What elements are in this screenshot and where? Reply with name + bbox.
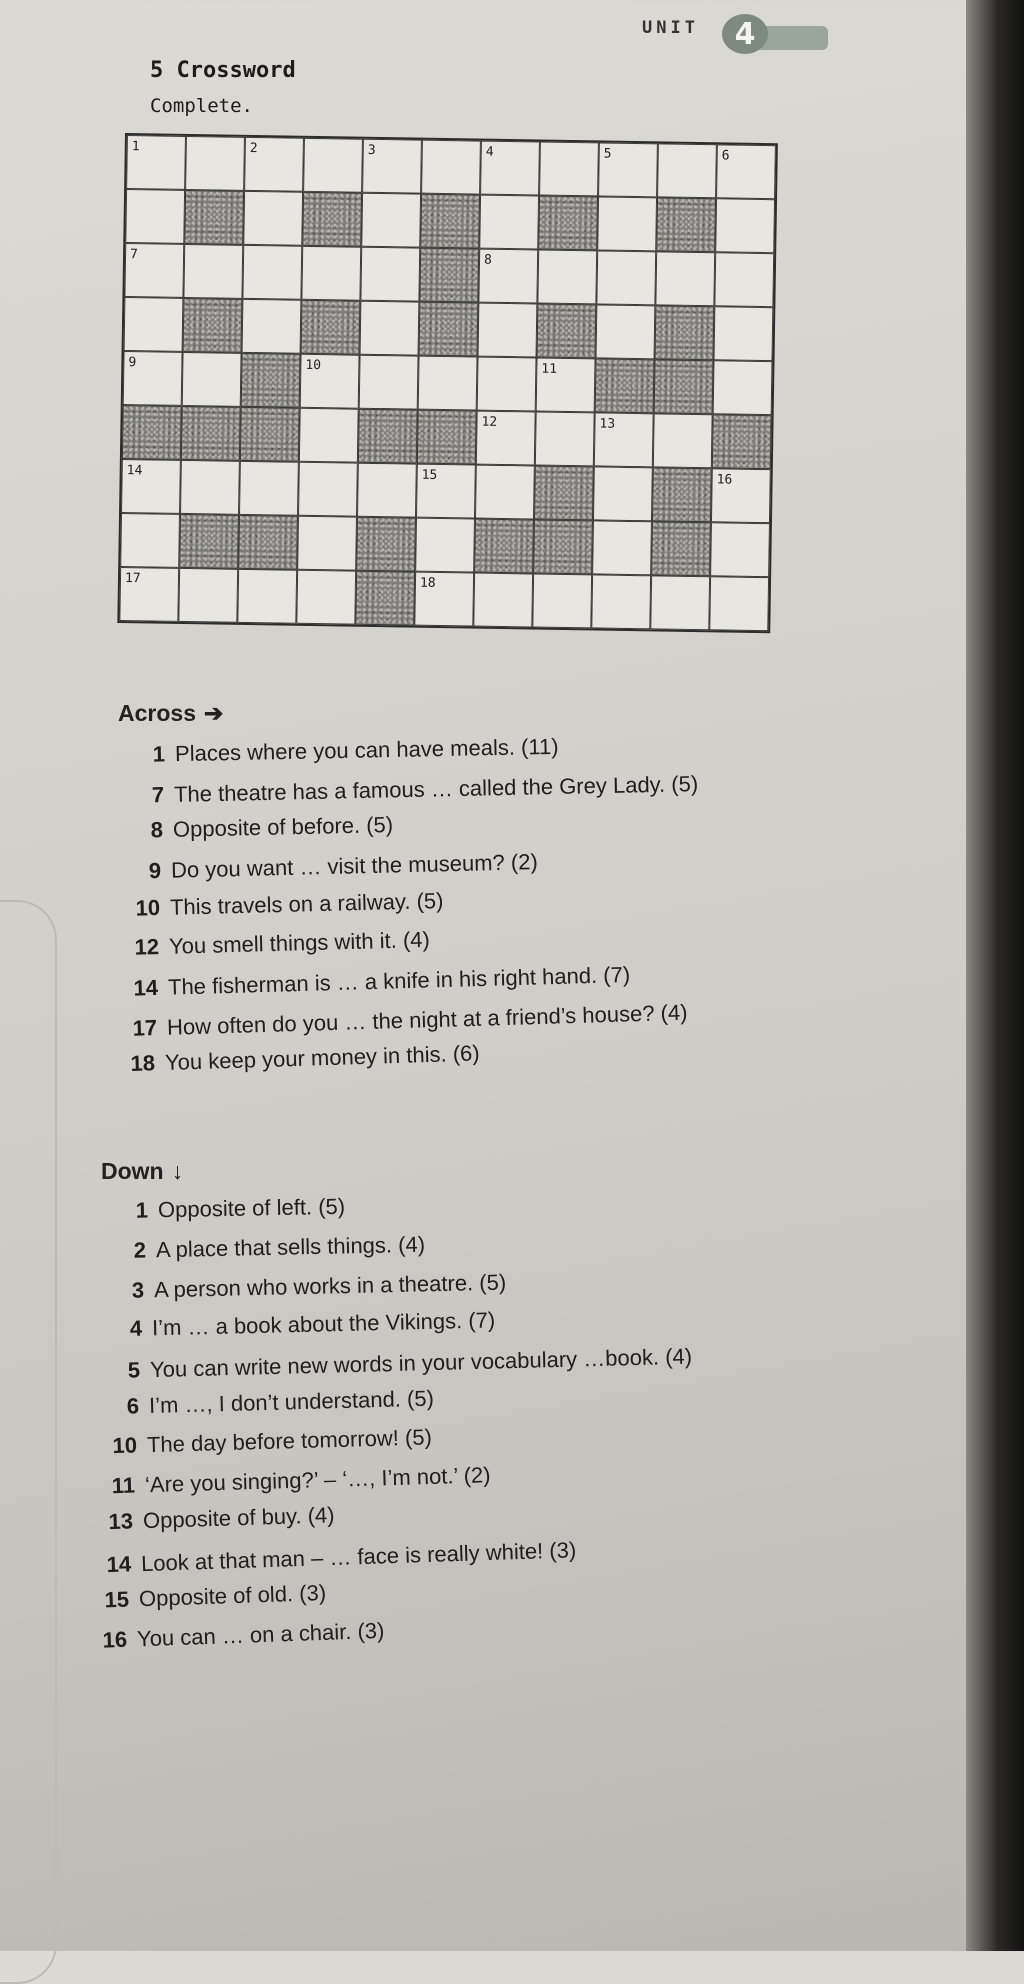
down-clue [102, 1269, 507, 1304]
crossword-cell[interactable] [237, 569, 297, 624]
page-dark-edge [966, 0, 1024, 1951]
crossword-shaded-cell [238, 515, 298, 570]
crossword-shaded-cell [656, 197, 716, 252]
clue-text: This travels on a railway. (5) [169, 887, 444, 920]
crossword-shaded-cell [712, 414, 772, 469]
clue-number: 3 [367, 142, 376, 158]
clue-number: 13 [107, 1508, 134, 1535]
clue-number: 2 [249, 140, 258, 157]
crossword-cell[interactable] [537, 250, 597, 305]
down-clue [92, 1462, 490, 1500]
clue-number: 8 [483, 252, 492, 268]
clue-number: 1 [131, 139, 140, 155]
crossword-cell[interactable] [126, 135, 186, 190]
crossword-shaded-cell [654, 359, 714, 414]
crossword-cell[interactable] [594, 412, 654, 467]
crossword-cell[interactable] [653, 413, 713, 468]
crossword-cell[interactable] [415, 518, 475, 573]
unit-number-badge: 4 [722, 14, 768, 54]
crossword-cell[interactable] [711, 468, 771, 523]
crossword-cell[interactable] [475, 465, 535, 520]
clue-text: Opposite of buy. (4) [142, 1502, 335, 1534]
crossword-cell[interactable] [421, 140, 481, 195]
down-heading [101, 1158, 183, 1185]
clue-number: 5 [127, 1357, 141, 1383]
crossword-cell[interactable] [478, 303, 538, 358]
clue-text: The fisherman is … a knife in his right hand. (7) [167, 961, 631, 1000]
clue-number: 14 [133, 974, 159, 1001]
clue-text: Do you want … visit the museum? (2) [171, 848, 539, 883]
down-clue [98, 1344, 693, 1385]
crossword-shaded-cell [651, 521, 711, 576]
down-clue [85, 1618, 385, 1654]
across-clue [118, 888, 444, 922]
clue-number: 18 [419, 575, 436, 591]
crossword-shaded-cell [240, 407, 300, 462]
arrow-right-icon: ➔ [203, 700, 224, 726]
crossword-cell[interactable] [362, 139, 422, 194]
clue-text: Look at that man – … face is really white! (3) [140, 1537, 577, 1577]
clue-number: 11 [111, 1472, 136, 1498]
down-clue [89, 1537, 577, 1578]
clue-number: 17 [131, 1014, 158, 1041]
clue-number: 4 [129, 1316, 143, 1342]
crossword-shaded-cell [358, 409, 418, 464]
crossword-cell[interactable] [298, 462, 358, 517]
crossword-shaded-cell [356, 517, 416, 572]
across-clue [117, 926, 430, 960]
crossword-shaded-cell [534, 465, 594, 520]
crossword-cell[interactable] [303, 138, 363, 193]
crossword-cell[interactable] [185, 136, 245, 191]
crossword-grid-wrapper [117, 133, 778, 633]
crossword-cell[interactable] [299, 408, 359, 463]
across-clue [120, 812, 393, 844]
crossword-cell[interactable] [125, 189, 185, 244]
crossword-cell[interactable] [183, 244, 243, 299]
clue-text: A person who works in a theatre. (5) [153, 1269, 507, 1302]
crossword-cell[interactable] [123, 351, 183, 406]
crossword-cell[interactable] [360, 301, 420, 356]
crossword-shaded-cell [595, 358, 655, 413]
clue-number: 4 [485, 144, 494, 160]
crossword-cell[interactable] [242, 299, 302, 354]
crossword-cell[interactable] [476, 411, 536, 466]
clue-text: Opposite of before. (5) [172, 812, 393, 842]
clue-text: ‘Are you singing?’ – ‘…, I’m not.’ (2) [144, 1461, 491, 1497]
clue-number: 16 [102, 1626, 128, 1653]
clue-text: How often do you … the night at a friend’s house? (4) [166, 999, 688, 1040]
crossword-cell[interactable] [296, 570, 356, 625]
clue-number: 6 [125, 1393, 139, 1419]
across-clue [113, 1040, 480, 1077]
crossword-shaded-cell [302, 192, 362, 247]
clue-text: Opposite of left. (5) [157, 1193, 346, 1223]
crossword-shaded-cell [241, 353, 301, 408]
crossword-shaded-cell [537, 303, 597, 358]
crossword-shaded-cell [179, 514, 239, 569]
crossword-shaded-cell [355, 571, 415, 626]
crossword-cell[interactable] [120, 513, 180, 568]
crossword-cell[interactable] [539, 142, 599, 197]
crossword-cell[interactable] [414, 572, 474, 627]
crossword-cell[interactable] [359, 355, 419, 410]
crossword-shaded-cell [533, 519, 593, 574]
across-clue [123, 734, 559, 768]
crossword-shaded-cell [181, 406, 241, 461]
down-heading-text: Down [101, 1158, 164, 1184]
crossword-shaded-cell [419, 248, 479, 303]
clue-text: The theatre has a famous … called the Grey Lady. (5) [173, 770, 699, 807]
across-clue [122, 771, 699, 809]
clue-text: You can write new words in your vocabulary …book. (4) [150, 1343, 693, 1383]
crossword-cell[interactable] [360, 247, 420, 302]
crossword-cell[interactable] [244, 137, 304, 192]
crossword-cell[interactable] [473, 573, 533, 628]
clue-number: 10 [305, 357, 322, 374]
crossword-cell[interactable] [239, 461, 299, 516]
instruction-text: Complete. [150, 95, 253, 117]
crossword-cell[interactable] [592, 520, 652, 575]
clue-text: You smell things with it. (4) [168, 926, 431, 959]
section-title: 5 Crossword [150, 58, 296, 83]
crossword-cell[interactable] [655, 251, 715, 306]
clue-number: 2 [133, 1237, 147, 1263]
clue-number: 1 [152, 741, 166, 767]
crossword-cell[interactable] [124, 297, 184, 352]
crossword-cell[interactable] [591, 574, 651, 629]
crossword-cell[interactable] [535, 411, 595, 466]
across-clue [114, 999, 687, 1042]
crossword-shaded-cell [122, 405, 182, 460]
clue-number: 7 [151, 781, 165, 807]
crossword-shaded-cell [301, 300, 361, 355]
crossword-cell[interactable] [713, 360, 773, 415]
crossword-cell[interactable] [243, 191, 303, 246]
crossword-cell[interactable] [180, 460, 240, 515]
crossword-cell[interactable] [714, 306, 774, 361]
crossword-cell[interactable] [416, 464, 476, 519]
crossword-cell[interactable] [119, 567, 179, 622]
crossword-cell[interactable] [124, 243, 184, 298]
across-heading-text: Across [118, 700, 196, 726]
crossword-shaded-cell [655, 305, 715, 360]
down-clue [94, 1424, 431, 1459]
clue-number: 9 [128, 355, 137, 371]
crossword-cell[interactable] [297, 516, 357, 571]
clue-text: You can … on a chair. (3) [136, 1617, 385, 1652]
crossword-cell[interactable] [361, 193, 421, 248]
clue-text: Places where you can have meals. (11) [174, 733, 559, 767]
crossword-cell[interactable] [598, 142, 658, 197]
clue-number: 8 [150, 817, 163, 843]
crossword-cell[interactable] [480, 141, 540, 196]
crossword-shaded-cell [420, 194, 480, 249]
clue-number: 18 [130, 1050, 156, 1077]
crossword-cell[interactable] [593, 466, 653, 521]
down-clue [104, 1231, 425, 1264]
clue-number: 12 [481, 414, 498, 430]
crossword-cell[interactable] [596, 304, 656, 359]
crossword-shaded-cell [183, 298, 243, 353]
down-clue [87, 1580, 327, 1614]
clue-text: Opposite of old. (3) [138, 1580, 327, 1612]
unit-label: UNIT [642, 18, 699, 38]
crossword-cell[interactable] [121, 459, 181, 514]
crossword-cell[interactable] [300, 354, 360, 409]
crossword-cell[interactable] [479, 195, 539, 250]
clue-number: 12 [134, 933, 160, 960]
crossword-shaded-cell [184, 190, 244, 245]
clue-number: 14 [106, 1551, 132, 1578]
down-clue [106, 1194, 346, 1225]
page-margin-line [0, 900, 57, 1984]
down-clue [100, 1308, 496, 1343]
clue-number: 14 [126, 463, 143, 479]
clue-number: 10 [135, 894, 161, 921]
crossword-cell[interactable] [242, 245, 302, 300]
down-clue [90, 1503, 334, 1536]
crossword-cell[interactable] [716, 144, 776, 199]
crossword-cell[interactable] [715, 198, 775, 253]
crossword-cell[interactable] [532, 573, 592, 628]
clue-number: 9 [148, 857, 162, 883]
crossword-cell[interactable] [178, 568, 238, 623]
crossword-cell[interactable] [714, 252, 774, 307]
clue-number: 17 [124, 571, 141, 587]
clue-number: 13 [599, 416, 616, 432]
crossword-cell[interactable] [536, 357, 596, 412]
unit-tab [758, 26, 828, 50]
clue-number: 1 [135, 1197, 149, 1223]
crossword-cell[interactable] [657, 143, 717, 198]
across-clue [119, 849, 538, 885]
crossword-cell[interactable] [596, 250, 656, 305]
clue-number: 16 [716, 472, 733, 488]
crossword-shaded-cell [419, 302, 479, 357]
clue-text: I’m … a book about the Vikings. (7) [152, 1307, 496, 1341]
crossword-cell[interactable] [182, 352, 242, 407]
crossword-cell[interactable] [709, 576, 769, 631]
crossword-shaded-cell [474, 519, 534, 574]
crossword-cell[interactable] [650, 575, 710, 630]
crossword-cell[interactable] [418, 356, 478, 411]
clue-number: 15 [104, 1586, 130, 1613]
clue-text: You keep your money in this. (6) [165, 1040, 481, 1075]
across-heading [118, 700, 223, 727]
crossword-cell[interactable] [710, 522, 770, 577]
clue-number: 10 [111, 1432, 137, 1458]
clue-text: The day before tomorrow! (5) [146, 1424, 432, 1458]
arrow-down-icon: ↓ [171, 1158, 184, 1184]
clue-number: 3 [131, 1277, 145, 1303]
crossword-cell[interactable] [357, 463, 417, 518]
clue-text: A place that sells things. (4) [155, 1231, 426, 1263]
crossword-cell[interactable] [301, 246, 361, 301]
down-clue [96, 1386, 433, 1421]
crossword-shaded-cell [538, 196, 598, 251]
clue-text: I’m …, I don’t understand. (5) [148, 1385, 434, 1419]
crossword-grid [117, 133, 778, 633]
crossword-cell[interactable] [478, 249, 538, 304]
clue-number: 7 [129, 247, 139, 263]
crossword-cell[interactable] [477, 357, 537, 412]
clue-number: 5 [603, 146, 612, 162]
crossword-cell[interactable] [597, 196, 657, 251]
crossword-shaded-cell [417, 410, 477, 465]
clue-number: 15 [421, 467, 438, 483]
across-clue [116, 962, 631, 1002]
clue-number: 6 [721, 148, 730, 164]
crossword-shaded-cell [652, 467, 712, 522]
clue-number: 11 [541, 361, 558, 377]
